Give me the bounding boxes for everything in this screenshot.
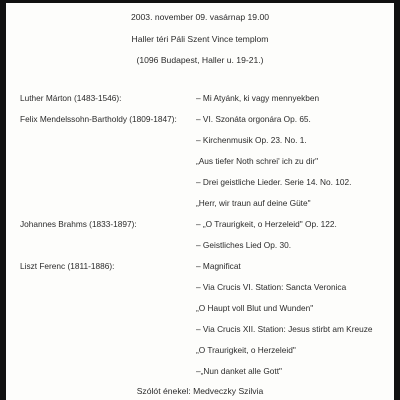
program-page bbox=[6, 3, 394, 400]
work-item: – Via Crucis XII. Station: Jesus stirbt am Kreuze bbox=[196, 324, 373, 334]
composer-mendelssohn: Felix Mendelssohn-Bartholdy (1809-1847): bbox=[20, 114, 177, 124]
work-item: – Kirchenmusik Op. 23. No. 1. bbox=[196, 135, 307, 145]
composer-liszt: Liszt Ferenc (1811-1886): bbox=[20, 261, 115, 271]
composer-brahms: Johannes Brahms (1833-1897): bbox=[20, 219, 137, 229]
work-item: – Geistliches Lied Op. 30. bbox=[196, 240, 292, 250]
soloist-credit: Szólót énekel: Medveczky Szilvia bbox=[136, 386, 264, 396]
composer-luther: Luther Márton (1483-1546): bbox=[20, 93, 122, 103]
work-item: – Mi Atyánk, ki vagy mennyekben bbox=[196, 93, 320, 103]
concert-venue: Haller téri Páli Szent Vince templom bbox=[131, 34, 269, 44]
work-subtitle: „Herr, wir traun auf deine Güte" bbox=[196, 198, 311, 208]
concert-address: (1096 Budapest, Haller u. 19-21.) bbox=[136, 55, 264, 65]
work-item: –„Nun danket alle Gott" bbox=[196, 366, 282, 376]
work-subtitle: „O Traurigkeit, o Herzeleid" bbox=[196, 345, 296, 355]
scan-frame-right bbox=[394, 0, 400, 400]
work-item: – VI. Szonáta orgonára Op. 65. bbox=[196, 114, 311, 124]
work-item: – Drei geistliche Lieder. Serie 14. No. 102. bbox=[196, 177, 352, 187]
work-item: – Via Crucis VI. Station: Sancta Veronica bbox=[196, 282, 347, 292]
concert-date: 2003. november 09. vasárnap 19.00 bbox=[130, 12, 270, 22]
work-item: – Magnificat bbox=[196, 261, 241, 271]
work-subtitle: „O Haupt voll Blut und Wunden" bbox=[196, 303, 314, 313]
work-item: – „O Traurigkeit, o Herzeleid" Op. 122. bbox=[196, 219, 337, 229]
work-subtitle: „Aus tiefer Noth schrei' ich zu dir" bbox=[196, 156, 319, 166]
